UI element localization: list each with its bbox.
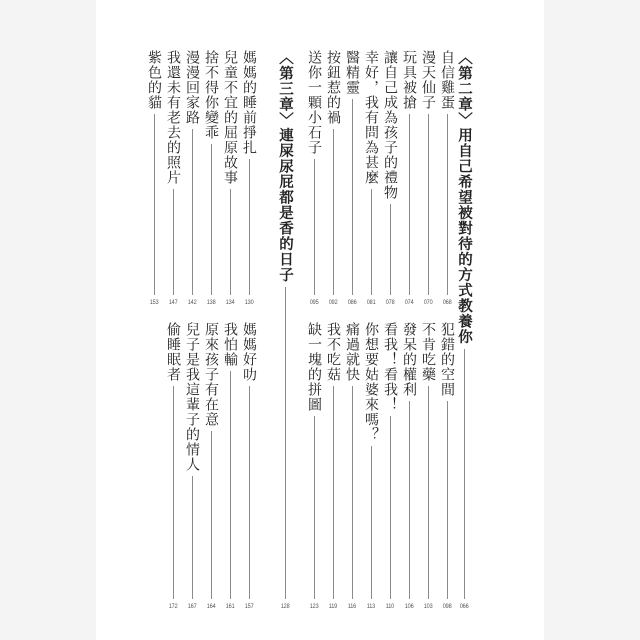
toc-entry[interactable]: 媽媽好叻 157 bbox=[241, 322, 257, 610]
toc-entry[interactable]: 漫漫回家路 142 bbox=[184, 50, 200, 306]
toc-entry[interactable]: 媽媽的睡前掙扎 130 bbox=[241, 50, 257, 306]
chapter-title: 〈第三章〉連屎尿屁都是香的日子 bbox=[277, 50, 293, 283]
page-number: 142 bbox=[187, 299, 197, 306]
page-number: 164 bbox=[206, 603, 216, 610]
page-number: 128 bbox=[280, 603, 290, 610]
toc-entry[interactable]: 兒子是我這輩子的情人 167 bbox=[184, 322, 200, 610]
page-number: 157 bbox=[244, 603, 254, 610]
toc-entry[interactable]: 自信雞蛋 068 bbox=[439, 50, 455, 306]
toc-entry[interactable]: 缺一塊的拼圖 123 bbox=[306, 322, 322, 610]
leader-line bbox=[464, 349, 465, 600]
page-number: 078 bbox=[385, 299, 395, 306]
page-number: 098 bbox=[442, 603, 452, 610]
toc-entry[interactable]: 我不吃菇 119 bbox=[325, 322, 341, 610]
page-number: 172 bbox=[168, 603, 178, 610]
page-number: 138 bbox=[206, 299, 216, 306]
toc-entry[interactable]: 送你一顆小石子 095 bbox=[306, 50, 322, 306]
toc-entry[interactable]: 犯錯的空間 098 bbox=[439, 322, 455, 610]
page-number: 130 bbox=[244, 299, 254, 306]
page-number: 116 bbox=[347, 603, 357, 610]
page-number: 081 bbox=[366, 299, 376, 306]
toc-entry[interactable]: 玩具被搶 074 bbox=[401, 50, 417, 306]
page-number: 074 bbox=[404, 299, 414, 306]
chapter-title: 〈第二章〉用自己希望被對待的方式教養你 bbox=[456, 50, 472, 345]
page-number: 119 bbox=[328, 603, 338, 610]
chapter-heading-2[interactable] bbox=[456, 50, 472, 610]
page-number: 134 bbox=[225, 299, 235, 306]
toc-entry[interactable]: 發呆的權利 106 bbox=[401, 322, 417, 610]
chapter-heading-3[interactable] bbox=[277, 50, 293, 610]
toc-entry[interactable]: 醫精靈 086 bbox=[344, 50, 360, 306]
table-of-contents-page bbox=[96, 0, 544, 640]
toc-entry[interactable]: 讓自己成為孩子的禮物 078 bbox=[382, 50, 398, 306]
page-number: 167 bbox=[187, 603, 197, 610]
toc-entry[interactable]: 漫天仙子 070 bbox=[420, 50, 436, 306]
page-number: 070 bbox=[423, 299, 433, 306]
page-number: 068 bbox=[442, 299, 452, 306]
leader-line bbox=[285, 287, 286, 600]
toc-entry[interactable]: 偷睡眠者 172 bbox=[165, 322, 181, 610]
toc-entry[interactable]: 你想要姑婆來嗎？ 113 bbox=[363, 322, 379, 610]
page-number: 086 bbox=[347, 299, 357, 306]
page-number: 092 bbox=[328, 299, 338, 306]
page-number: 161 bbox=[225, 603, 235, 610]
toc-entry[interactable]: 看我！看我！ 110 bbox=[382, 322, 398, 610]
toc-entry[interactable]: 兒童不宜的屈原故事 134 bbox=[222, 50, 238, 306]
toc-entry[interactable]: 捨不得你變乖 138 bbox=[203, 50, 219, 306]
page-number: 066 bbox=[459, 603, 469, 610]
toc-entry[interactable]: 幸好，我有問為甚麼 081 bbox=[363, 50, 379, 306]
page-number: 113 bbox=[366, 603, 376, 610]
page-number: 123 bbox=[309, 603, 319, 610]
page-number: 103 bbox=[423, 603, 433, 610]
toc-entry[interactable]: 不肯吃藥 103 bbox=[420, 322, 436, 610]
page-number: 110 bbox=[385, 603, 395, 610]
toc-entry[interactable]: 紫色的貓 153 bbox=[146, 50, 162, 306]
page-number: 095 bbox=[309, 299, 319, 306]
toc-entry[interactable]: 原來孩子有在意 164 bbox=[203, 322, 219, 610]
toc-entry[interactable]: 痛過就快 116 bbox=[344, 322, 360, 610]
toc-entry[interactable]: 按鈕惹的禍 092 bbox=[325, 50, 341, 306]
page-number: 106 bbox=[404, 603, 414, 610]
toc-entry[interactable]: 我怕輸 161 bbox=[222, 322, 238, 610]
page-number: 153 bbox=[149, 299, 159, 306]
toc-entry[interactable]: 我還未有老去的照片 147 bbox=[165, 50, 181, 306]
page-number: 147 bbox=[168, 299, 178, 306]
